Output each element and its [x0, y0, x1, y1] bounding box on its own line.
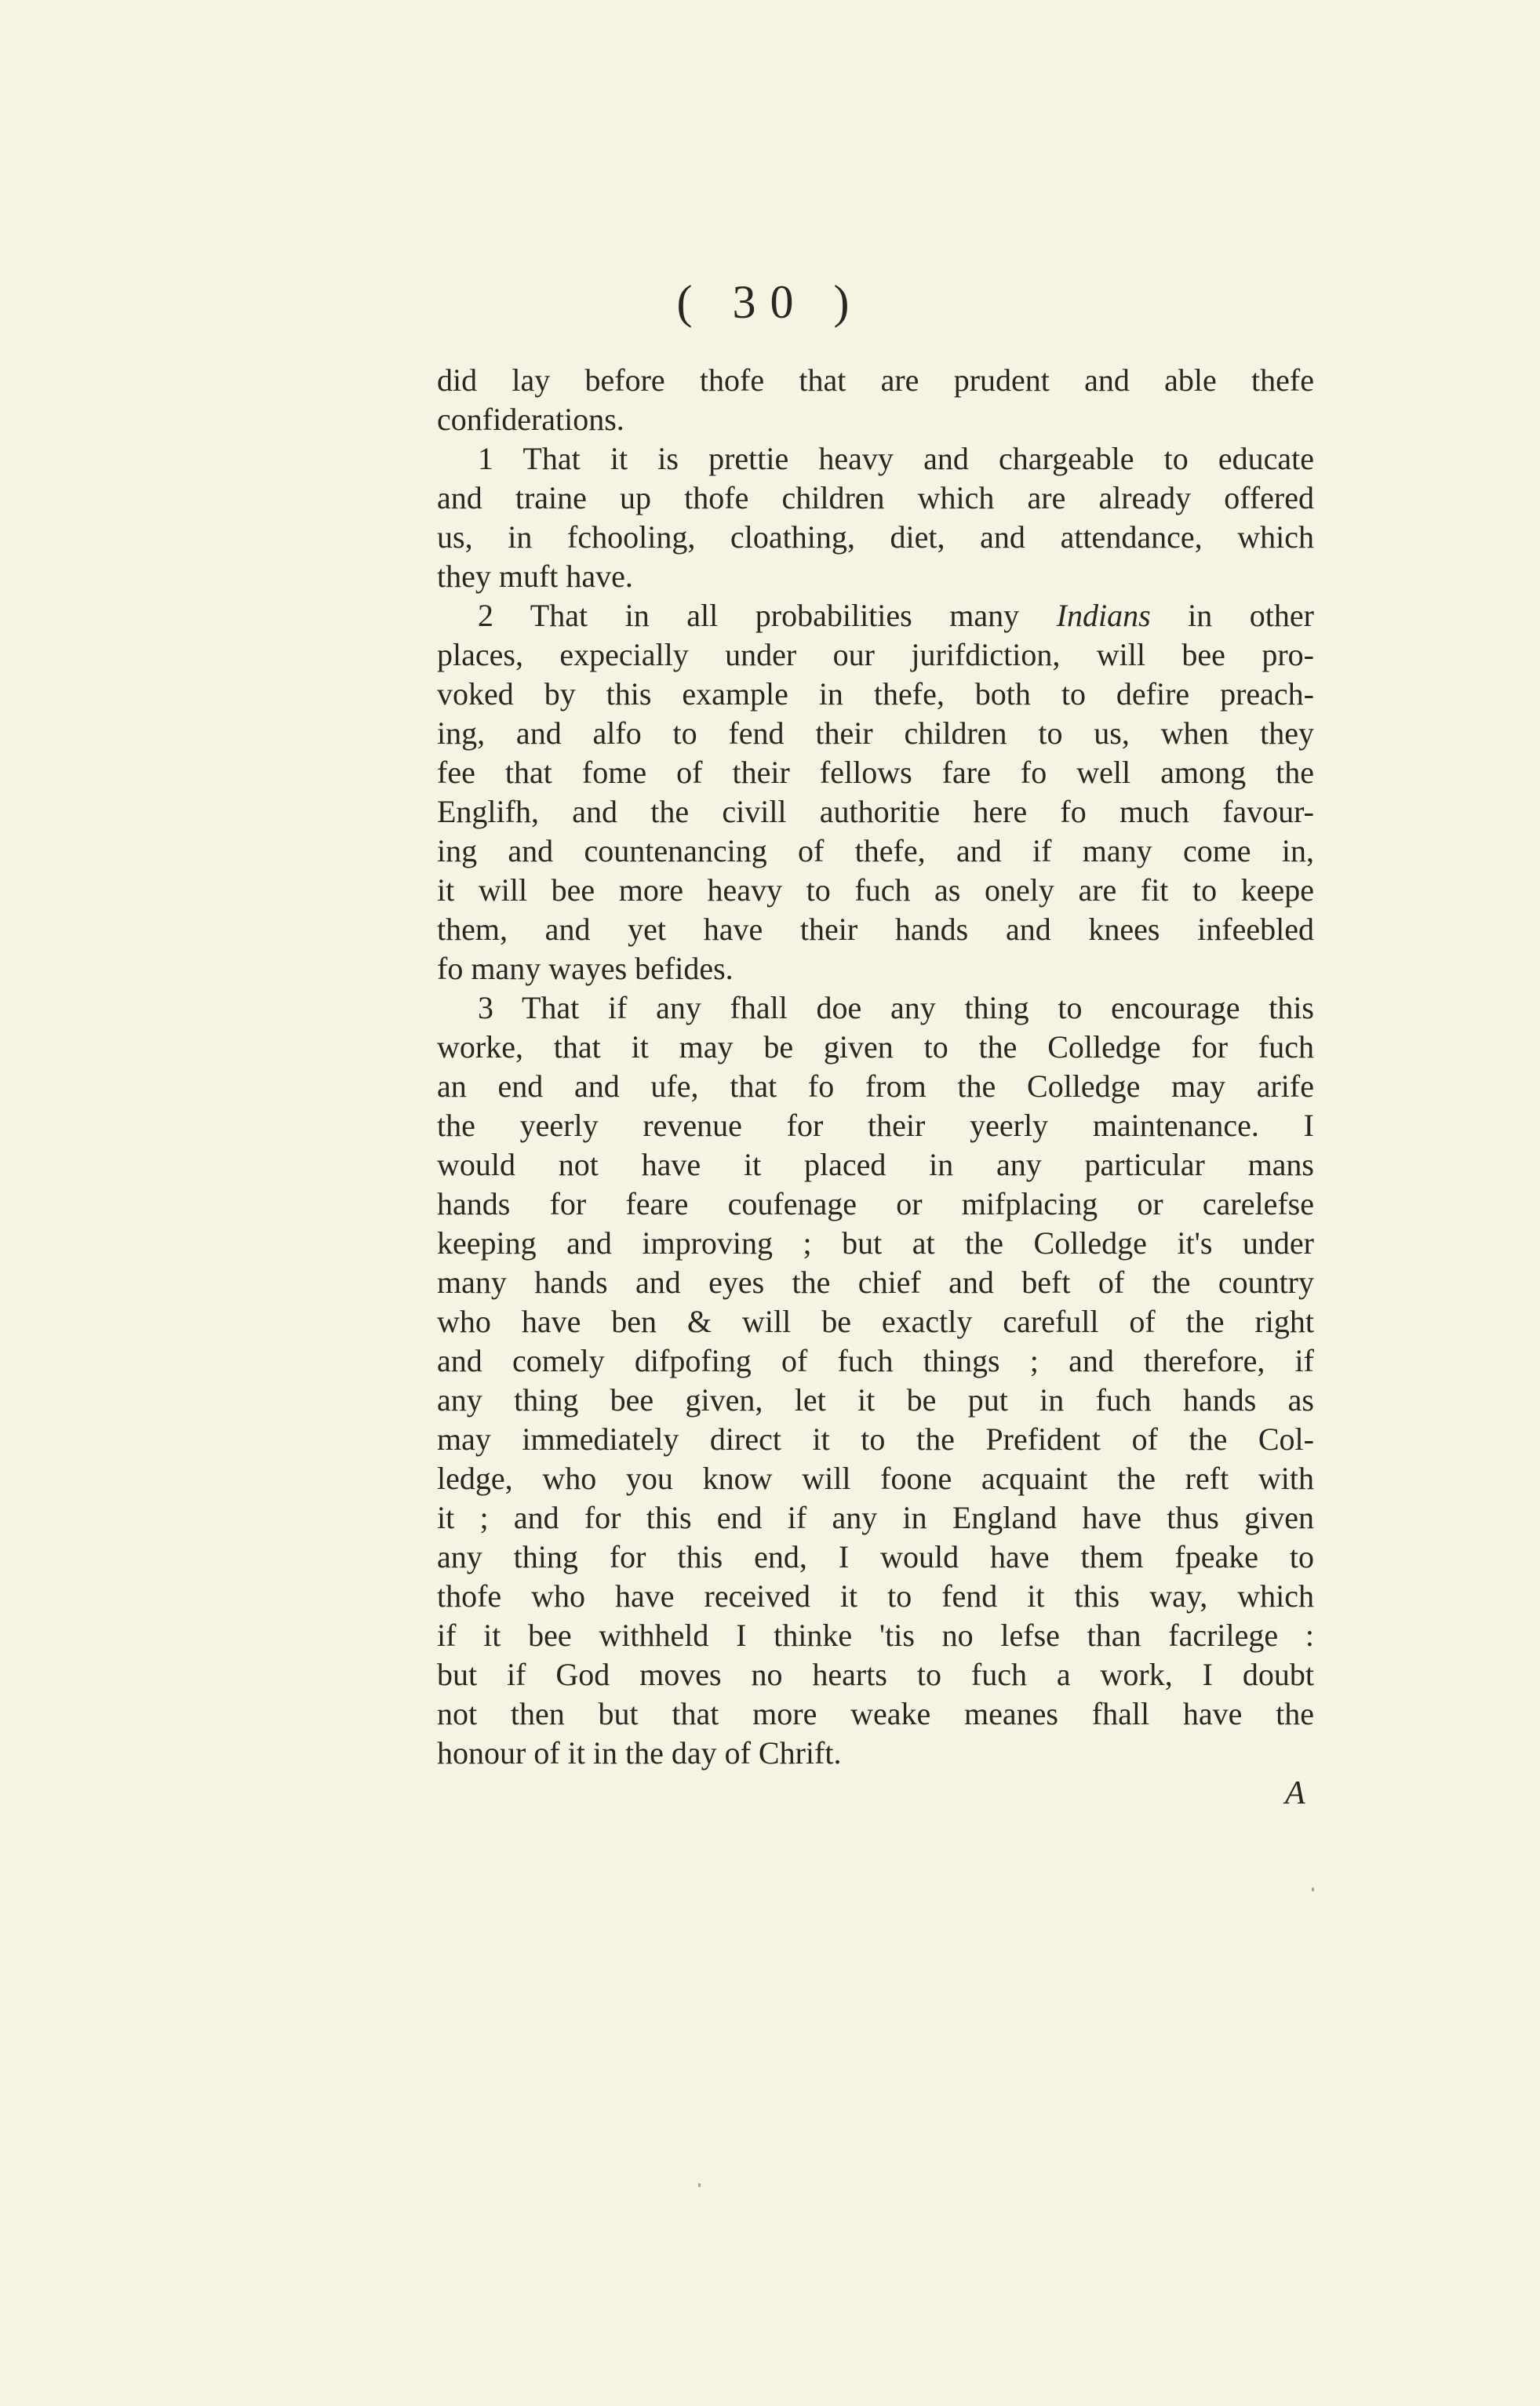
- text-line: confiderations.: [437, 402, 624, 437]
- text-line: fo many wayes befides.: [437, 951, 734, 986]
- text-line: many hands and eyes the chief and beft of the country: [437, 1265, 1314, 1300]
- text-line: keeping and improving ; but at the Colledge it's under: [437, 1225, 1314, 1261]
- paper-speck: [698, 2183, 701, 2187]
- text-line: thofe who have received it to fend it this way, which: [437, 1578, 1314, 1614]
- text-line: fee that fome of their fellows fare fo well among the: [437, 755, 1314, 790]
- text-line: voked by this example in thefe, both to defire preach-: [437, 676, 1314, 712]
- body-text: [437, 361, 1314, 1773]
- paper-speck: [1312, 1887, 1314, 1891]
- text-line: did lay before thofe that are prudent and able thefe: [437, 362, 1314, 398]
- italic-word: Indians: [1056, 598, 1151, 633]
- text-line: who have ben & will be exactly carefull of the right: [437, 1304, 1314, 1339]
- text-line: any thing bee given, let it be put in fuch hands as: [437, 1382, 1314, 1418]
- text-line: worke, that it may be given to the Colledge for fuch: [437, 1029, 1314, 1065]
- text-line: places, expecially under our jurifdiction, will bee pro-: [437, 637, 1314, 672]
- text-line: hands for feare coufenage or mifplacing or carelefse: [437, 1186, 1314, 1221]
- text-line: not then but that more weake meanes fhall have the: [437, 1696, 1314, 1731]
- text-line: they muft have.: [437, 559, 633, 594]
- text-line-with-italic: 2 That in all probabilities many Indians in other: [478, 598, 1314, 633]
- text-line: may immediately direct it to the Prefident of the Col-: [437, 1421, 1314, 1457]
- text-line: 1 That it is prettie heavy and chargeable to educate: [478, 441, 1314, 476]
- text-line: but if God moves no hearts to fuch a work, I doubt: [437, 1657, 1314, 1692]
- text-line: us, in fchooling, cloathing, diet, and attendance, which: [437, 519, 1314, 555]
- text-line: Englifh, and the civill authoritie here fo much favour-: [437, 794, 1314, 829]
- text-line: the yeerly revenue for their yeerly maintenance. I: [437, 1108, 1314, 1143]
- text-line: ing, and alfo to fend their children to us, when they: [437, 715, 1314, 751]
- text-line: ing and countenancing of thefe, and if many come in,: [437, 833, 1314, 868]
- text-line: them, and yet have their hands and knees infeebled: [437, 912, 1314, 947]
- text-line: it ; and for this end if any in England have thus given: [437, 1500, 1314, 1535]
- page-number: ( 30 ): [676, 276, 864, 328]
- text-line: if it bee withheld I thinke 'tis no lefse than facrilege :: [437, 1618, 1314, 1653]
- text-line: would not have it placed in any particular mans: [437, 1147, 1314, 1182]
- text-line: any thing for this end, I would have them fpeake to: [437, 1539, 1314, 1574]
- text-line: honour of it in the day of Chrift.: [437, 1735, 842, 1771]
- text-line: and traine up thofe children which are already offered: [437, 480, 1314, 515]
- text-line: ledge, who you know will foone acquaint the reft with: [437, 1461, 1314, 1496]
- text-line: an end and ufe, that fo from the Colledge may arife: [437, 1068, 1314, 1104]
- text-line: it will bee more heavy to fuch as onely are fit to keepe: [437, 872, 1314, 908]
- catchword: A: [1285, 1775, 1305, 1811]
- text-line: and comely difpofing of fuch things ; and therefore, if: [437, 1343, 1314, 1378]
- text-line: 3 That if any fhall doe any thing to encourage this: [478, 990, 1314, 1025]
